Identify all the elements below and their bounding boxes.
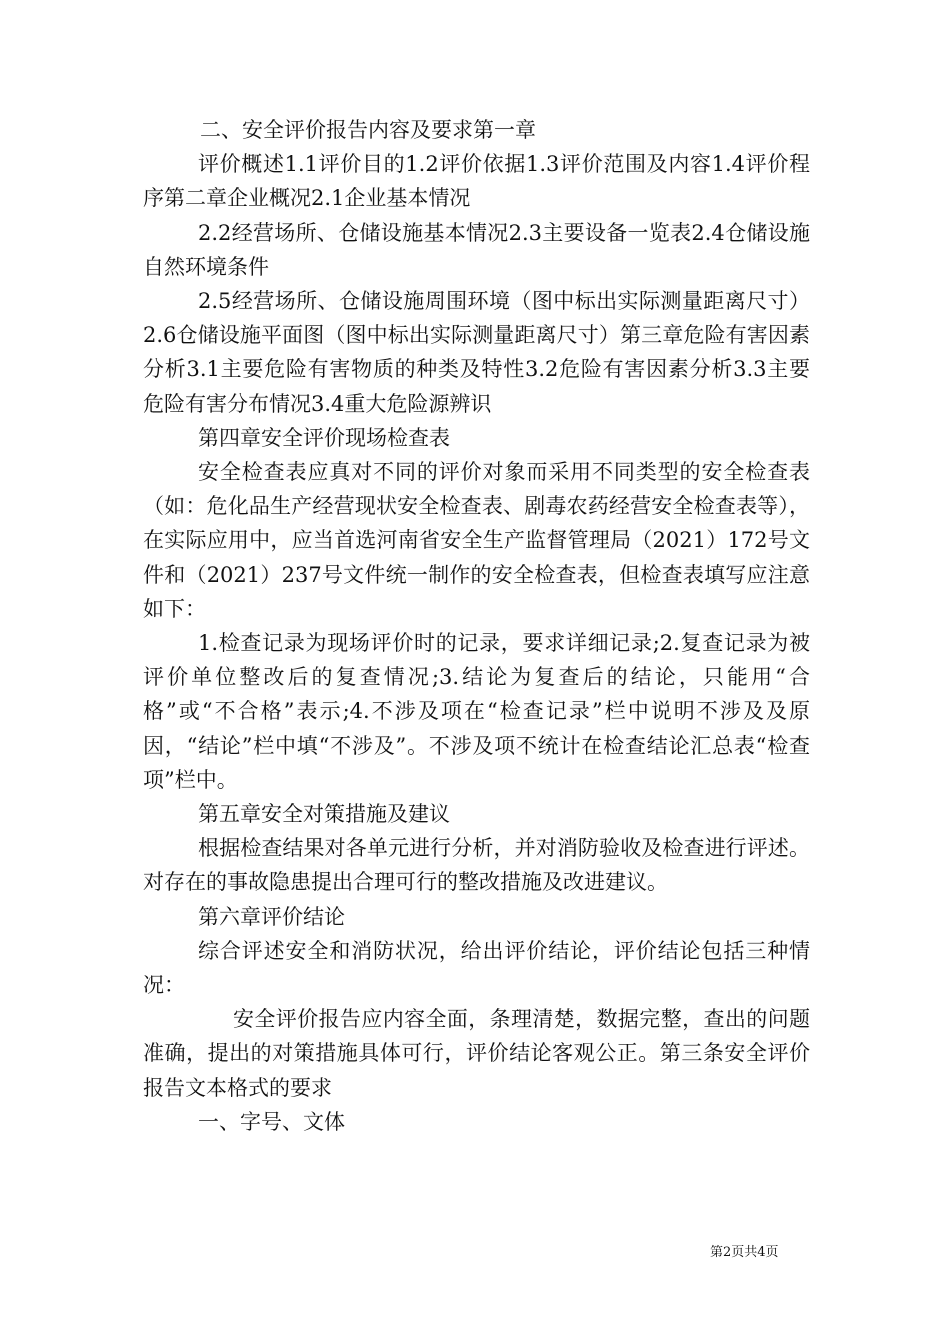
report-requirements: 安全评价报告应内容全面，条理清楚，数据完整，查出的问题准确，提出的对策措施具体可行，评价结论客观公正。第三条安全评价报告文本格式的要求 <box>143 1007 810 1100</box>
chapter-five-body: 根据检查结果对各单元进行分析，并对消防验收及检查进行评述。对存在的事故隐患提出合理可行的整改措施及改进建议。 <box>143 836 810 895</box>
checklist-paragraph: 安全检查表应真对不同的评价对象而采用不同类型的安全检查表（如：危化品生产经营现状安全检查表、剧毒农药经营安全检查表等），在实际应用中，应当首选河南省安全生产监督管理局（2021）172号文件和（2021）237号文件统一制作的安全检查表，但检查表填写应注意如下： <box>143 460 810 621</box>
section-heading: 二、安全评价报告内容及要求第一章 <box>200 118 536 142</box>
chapter-outline-2: 2.2经营场所、仓储设施基本情况2.3主要设备一览表2.4仓储设施自然环境条件 <box>143 220 810 279</box>
chapter-six-body: 综合评述安全和消防状况，给出评价结论，评价结论包括三种情况： <box>143 938 810 998</box>
chapter-six-title: 第六章评价结论 <box>198 904 345 929</box>
chapter-outline-1: 评价概述1.1评价目的1.2评价依据1.3评价范围及内容1.4评价程序第二章企业概况2.1企业基本情况 <box>143 152 810 211</box>
chapter-five-title: 第五章安全对策措施及建议 <box>198 802 450 827</box>
chapter-outline-3: 2.5经营场所、仓储设施周围环境（图中标出实际测量距离尺寸）2.6仓储设施平面图（图中标出实际测量距离尺寸）第三章危险有害因素分析3.1主要危险有害物质的种类及特性3.2危险有害因素分析3.3主要危险有害分布情况3.4重大危险源辨识 <box>143 289 810 416</box>
checklist-notes: 1.检查记录为现场评价时的记录，要求详细记录;2.复查记录为被评价单位整改后的复查情况;3.结论为复查后的结论，只能用“合格”或“不合格”表示;4.不涉及项在“检查记录”栏中说明不涉及及原因，“结论”栏中填“不涉及”。不涉及项不统计在检查结论汇总表“检查项”栏中。 <box>143 631 810 792</box>
page-number: 第2页共4页 <box>710 1245 779 1260</box>
format-heading: 一、字号、文体 <box>198 1109 345 1134</box>
chapter-four-title: 第四章安全评价现场检查表 <box>198 425 450 450</box>
document-body <box>143 113 810 1139</box>
